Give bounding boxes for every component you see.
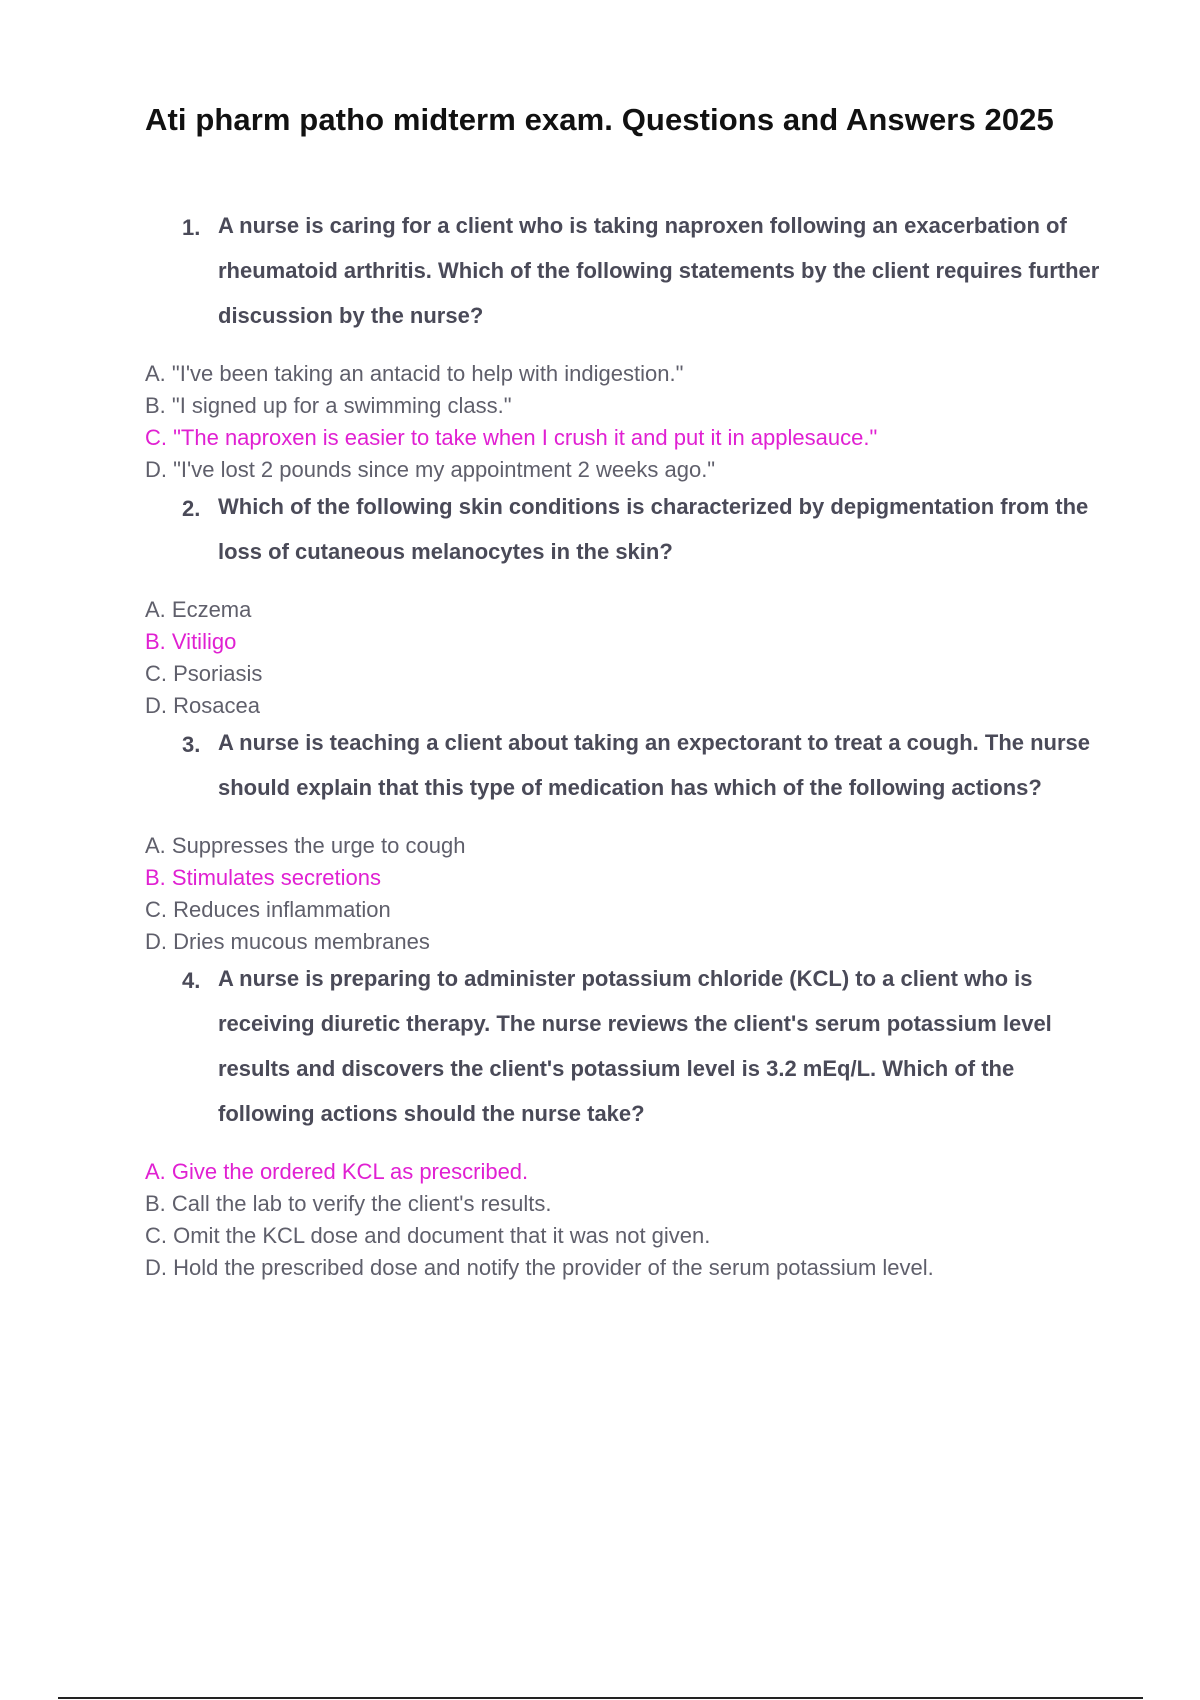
question-number: 4. [182,968,201,993]
question-text: A nurse is teaching a client about taking an expectorant to treat a cough. The nurse should explain that this type of medication has which of the following actions? [218,730,1091,800]
question-3 [0,722,1112,810]
answer-options-1 [0,358,1200,486]
question-text: A nurse is preparing to administer potassium chloride (KCL) to a client who is receiving diuretic therapy. The nurse reviews the client's serum potassium level results and discovers the client's potassium level is 3.2 mEq/L. Which of the following actions should the nurse take? [218,966,1052,1126]
answer-option: A. "I've been taking an antacid to help with indigestion." [145,361,684,386]
answer-option-correct: C. "The naproxen is easier to take when I crush it and put it in applesauce." [145,425,878,450]
footer-divider [58,1697,1143,1699]
answer-option: A. Suppresses the urge to cough [145,833,466,858]
answer-option: D. Hold the prescribed dose and notify the provider of the serum potassium level. [145,1255,934,1280]
answer-option: A. Eczema [145,597,252,622]
answer-option: D. Rosacea [145,693,260,718]
question-number: 3. [182,732,201,757]
question-number: 1. [182,215,201,240]
page-title: Ati pharm patho midterm exam. Questions and Answers 2025 [145,102,1054,137]
answer-options-3 [0,830,1200,958]
answer-option-correct: B. Vitiligo [145,629,237,654]
answer-option: B. Call the lab to verify the client's results. [145,1191,552,1216]
answer-option: C. Omit the KCL dose and document that it was not given. [145,1223,711,1248]
answer-option-correct: B. Stimulates secretions [145,865,381,890]
answer-option: D. "I've lost 2 pounds since my appointment 2 weeks ago." [145,457,716,482]
answer-options-4 [0,1156,1200,1284]
question-number: 2. [182,496,201,521]
answer-option-correct: A. Give the ordered KCL as prescribed. [145,1159,529,1184]
question-text: Which of the following skin conditions is characterized by depigmentation from the loss of cutaneous melanocytes in the skin? [218,494,1089,564]
answer-option: C. Reduces inflammation [145,897,391,922]
answer-option: C. Psoriasis [145,661,263,686]
question-text: A nurse is caring for a client who is taking naproxen following an exacerbation of rheumatoid arthritis. Which of the following statements by the client requires further discussion by the nurse? [218,213,1100,328]
answer-option: D. Dries mucous membranes [145,929,430,954]
question-list [0,205,1200,1284]
answer-option: B. "I signed up for a swimming class." [145,393,512,418]
answer-options-2 [0,594,1200,722]
question-1 [0,205,1112,338]
question-2 [0,486,1112,574]
question-4 [0,958,1112,1136]
